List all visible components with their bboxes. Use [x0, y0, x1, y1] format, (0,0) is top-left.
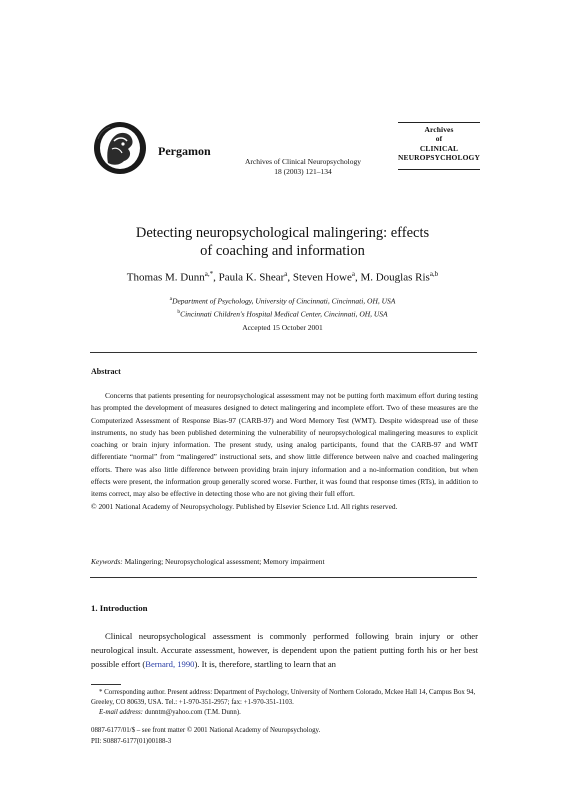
- publisher-seal-logo: [90, 119, 152, 177]
- journal-masthead: [396, 125, 482, 162]
- abstract-heading: Abstract: [91, 367, 121, 376]
- author-name: Steven Howe: [292, 271, 352, 284]
- intro-text: Clinical neuropsychological assessment is commonly performed following brain injury or other neurological insult. Accurate assessment, however, is dependent upon the patient putting forth his or her best possible effort (: [91, 631, 478, 670]
- masthead-line: Archives: [424, 125, 454, 134]
- abstract-body: [91, 390, 478, 513]
- author-name: M. Douglas Ris: [360, 271, 430, 284]
- introduction-body: [91, 629, 478, 672]
- front-matter: [91, 726, 478, 747]
- title-line: of coaching and information: [200, 243, 365, 259]
- author-name: Thomas M. Dunn: [126, 271, 205, 284]
- pii-line: PII: S0887-6177(01)00188-3: [91, 737, 172, 745]
- author-separator: ,: [213, 271, 219, 284]
- masthead-line: CLINICAL: [419, 143, 459, 153]
- affil-mark: b: [177, 308, 181, 315]
- affil-mark: a: [169, 296, 173, 302]
- affiliation-line: [60, 307, 505, 320]
- email-address: dunntm@yahoo.com (T.M. Dunn).: [144, 708, 241, 716]
- accepted-date: Accepted 15 October 2001: [242, 323, 323, 332]
- affiliations: [60, 294, 505, 319]
- author-affil-mark: a: [284, 270, 288, 278]
- footnote-rule: [91, 684, 121, 685]
- divider-bottom: [90, 577, 477, 578]
- section-heading-introduction: 1. Introduction: [91, 603, 148, 613]
- issn-line: 0887-6177/01/$ – see front matter © 2001 National Academy of Neuropsychology.: [91, 727, 321, 734]
- email-note: [91, 708, 478, 718]
- corresponding-author-note: * Corresponding author. Present address: Department of Psychology, University of Northern Colorado, Mckee Hall 14, Campus Box 94, Greeley, CO 80639, USA. Tel.: +1-970-351-2957; fax: +1-970-351-1103.: [91, 689, 476, 706]
- keywords-label: Keywords:: [91, 557, 123, 566]
- author-separator: ,: [287, 271, 293, 284]
- affiliation-line: [60, 294, 505, 307]
- intro-text: ). It is, therefore, startling to learn that an: [194, 659, 336, 670]
- masthead-rule-top: [398, 122, 480, 123]
- author-list: [40, 270, 525, 284]
- article-title: [60, 224, 505, 260]
- affil-text: Cincinnati Children's Hospital Medical Center, Cincinnati, OH, USA: [180, 309, 388, 318]
- email-label: E-mail address:: [99, 708, 143, 716]
- footnotes: [91, 688, 478, 717]
- author-affil-mark: a,b: [429, 270, 439, 278]
- volume-pages: 18 (2003) 121–134: [274, 166, 332, 176]
- affil-text: Department of Psychology, University of Cincinnati, Cincinnati, OH, USA: [172, 296, 396, 306]
- keywords-text: Malingering; Neuropsychological assessment; Memory impairment: [124, 557, 325, 566]
- intro-paragraph: [91, 629, 478, 672]
- masthead-line: of: [435, 134, 443, 144]
- journal-name: Archives of Clinical Neuropsychology: [244, 157, 361, 166]
- author-affil-mark: a: [351, 270, 355, 278]
- title-line: Detecting neuropsychological malingering: effects: [135, 225, 430, 241]
- masthead-rule-bottom: [398, 169, 480, 170]
- journal-reference: [232, 157, 374, 176]
- author-name: Paula K. Shear: [218, 271, 285, 284]
- citation-link[interactable]: Bernard, 1990: [145, 659, 195, 670]
- abstract-copyright: © 2001 National Academy of Neuropsychology. Published by Elsevier Science Ltd. All rights reserved.: [91, 501, 398, 511]
- divider-top: [90, 352, 477, 353]
- keywords: [91, 557, 478, 566]
- abstract-text: Concerns that patients presenting for neuropsychological assessment may not be putting forth maximum effort during testing has prompted the development of measures designed to detect malingering and incomplete effort. Two of these measures are the Computerized Assessment of Response Bias-97 (CARB-97) and Word Memory Test (WMT). Despite widespread use of these instruments, no study has been published determining the vulnerability of neuropsychological malingering measures to explicit coaching or brain injury information. The present study, using analog participants, found that the CARB-97 and WMT differentiate “normal” from “malingered” instructional sets, and show little difference between naïve and coached malingering efforts. There was also little difference between providing brain injury information and a no-information condition, but when effects were present, the information group generally scored worse. Further, it was found that response times (RTs), in addition to items correct, may also be effective in detecting those who are not giving their full effort.: [91, 391, 478, 499]
- author-affil-mark: a,*: [204, 270, 214, 278]
- publisher-name: Pergamon: [158, 144, 211, 158]
- masthead-line: NEUROPSYCHOLOGY: [398, 152, 480, 162]
- author-separator: ,: [354, 271, 361, 284]
